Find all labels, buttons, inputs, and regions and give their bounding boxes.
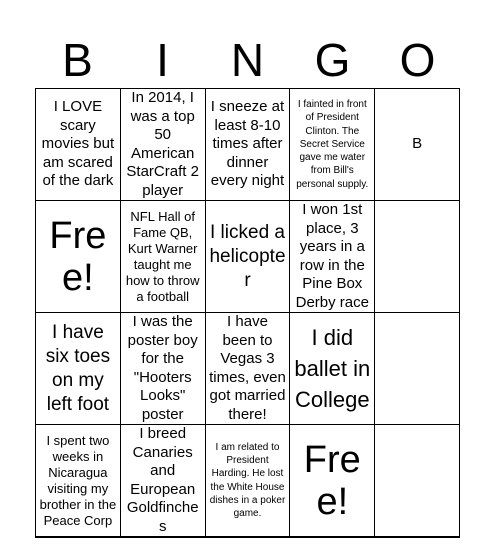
- bingo-cell[interactable]: [375, 313, 460, 425]
- bingo-cell[interactable]: I breed Canaries and European Goldfinches: [120, 425, 205, 537]
- board-row: [36, 313, 460, 425]
- bingo-cell[interactable]: [290, 537, 375, 538]
- board-row: [36, 425, 460, 537]
- bingo-cell[interactable]: I sneeze at least 8-10 times after dinner every night: [205, 89, 290, 201]
- bingo-cell[interactable]: In 2014, I was a top 50 American StarCraft 2 player: [120, 89, 205, 201]
- bingo-cell[interactable]: [36, 537, 121, 538]
- bingo-cell[interactable]: I licked a helicopter: [205, 201, 290, 313]
- bingo-cell[interactable]: I have been to Vegas 3 times, even got married there!: [205, 313, 290, 425]
- board-row: [36, 201, 460, 313]
- header-letter-g: G: [314, 34, 351, 86]
- header-letter-b: B: [62, 34, 93, 86]
- bingo-cell[interactable]: [375, 201, 460, 313]
- bingo-cell[interactable]: I fainted in front of President Clinton. The Secret Service gave me water from Bill's personal supply.: [290, 89, 375, 201]
- bingo-board: [35, 88, 460, 538]
- bingo-cell[interactable]: [375, 537, 460, 538]
- bingo-cell[interactable]: I spent two weeks in Nicaragua visiting my brother in the Peace Corp: [36, 425, 121, 537]
- bingo-header: [35, 34, 460, 86]
- free-cell[interactable]: Free!: [290, 425, 375, 537]
- header-letter-o: O: [399, 34, 436, 86]
- header-letter-n: N: [230, 34, 265, 86]
- bingo-cell[interactable]: I have six toes on my left foot: [36, 313, 121, 425]
- bingo-cell[interactable]: I won 1st place, 3 years in a row in the Pine Box Derby race: [290, 201, 375, 313]
- bingo-cell[interactable]: I was the poster boy for the "Hooters Looks" poster: [120, 313, 205, 425]
- bingo-cell[interactable]: I did ballet in College: [290, 313, 375, 425]
- header-letter-i: I: [156, 34, 169, 86]
- bingo-cell[interactable]: [205, 537, 290, 538]
- board-row: [36, 89, 460, 201]
- bingo-cell[interactable]: B: [375, 89, 460, 201]
- bingo-cell[interactable]: [375, 425, 460, 537]
- bingo-cell[interactable]: [120, 537, 205, 538]
- bingo-cell[interactable]: I am related to President Harding. He lost the White House dishes in a poker game.: [205, 425, 290, 537]
- bingo-cell[interactable]: I LOVE scary movies but am scared of the dark: [36, 89, 121, 201]
- board-row: [36, 537, 460, 538]
- free-cell[interactable]: Free!: [36, 201, 121, 313]
- bingo-cell[interactable]: NFL Hall of Fame QB, Kurt Warner taught me how to throw a football: [120, 201, 205, 313]
